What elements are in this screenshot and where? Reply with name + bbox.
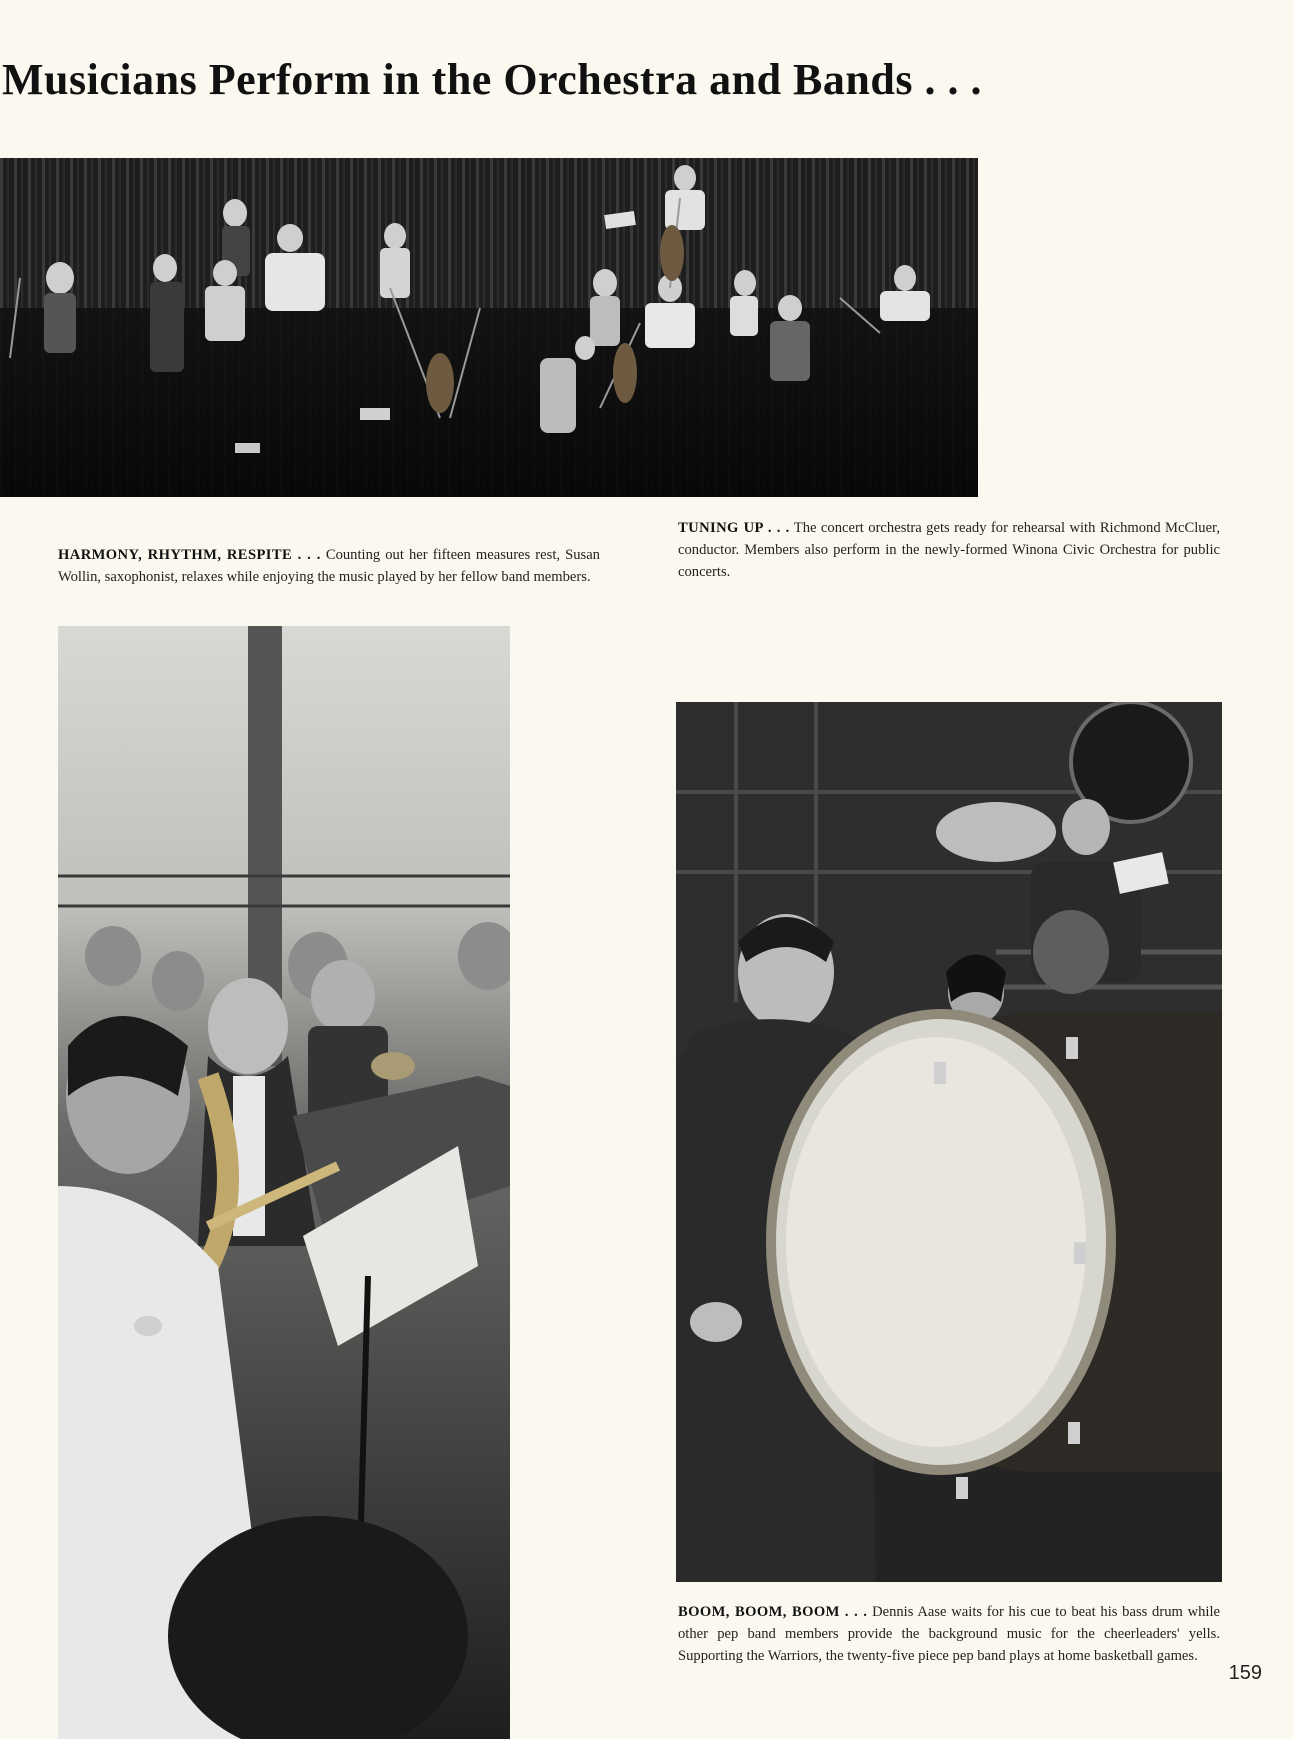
page-headline: Musicians Perform in the Orchestra and Bands . . . xyxy=(2,55,982,104)
caption-harmony xyxy=(58,544,600,588)
caption-tuning-up xyxy=(678,517,1220,583)
caption-boom-body: Dennis Aase waits for his cue to beat his bass drum while other pep band members provide the background music for the cheerleaders' yells. Supporting the Warriors, the twenty-five piece pep band plays at home basketball games. xyxy=(678,1604,1220,1664)
orchestra-rehearsal-photo xyxy=(0,158,978,497)
page-number: 159 xyxy=(1228,1662,1262,1684)
caption-harmony-lead: HARMONY, RHYTHM, RESPITE . . . xyxy=(58,547,321,563)
bass-drum-photo xyxy=(676,702,1222,1582)
band-rehearsal-photo xyxy=(58,626,510,1739)
caption-tuning-up-body: The concert orchestra gets ready for rehearsal with Richmond McCluer, conductor. Members also perform in the newly-formed Winona Civic Orchestra for public concerts. xyxy=(678,520,1220,580)
caption-harmony-body: Counting out her fifteen measures rest, Susan Wollin, saxophonist, relaxes while enjoying the music played by her fellow band members. xyxy=(58,547,600,585)
caption-boom-lead: BOOM, BOOM, BOOM . . . xyxy=(678,1604,868,1620)
caption-boom-boom-boom xyxy=(678,1601,1220,1667)
caption-tuning-up-lead: TUNING UP . . . xyxy=(678,520,790,536)
